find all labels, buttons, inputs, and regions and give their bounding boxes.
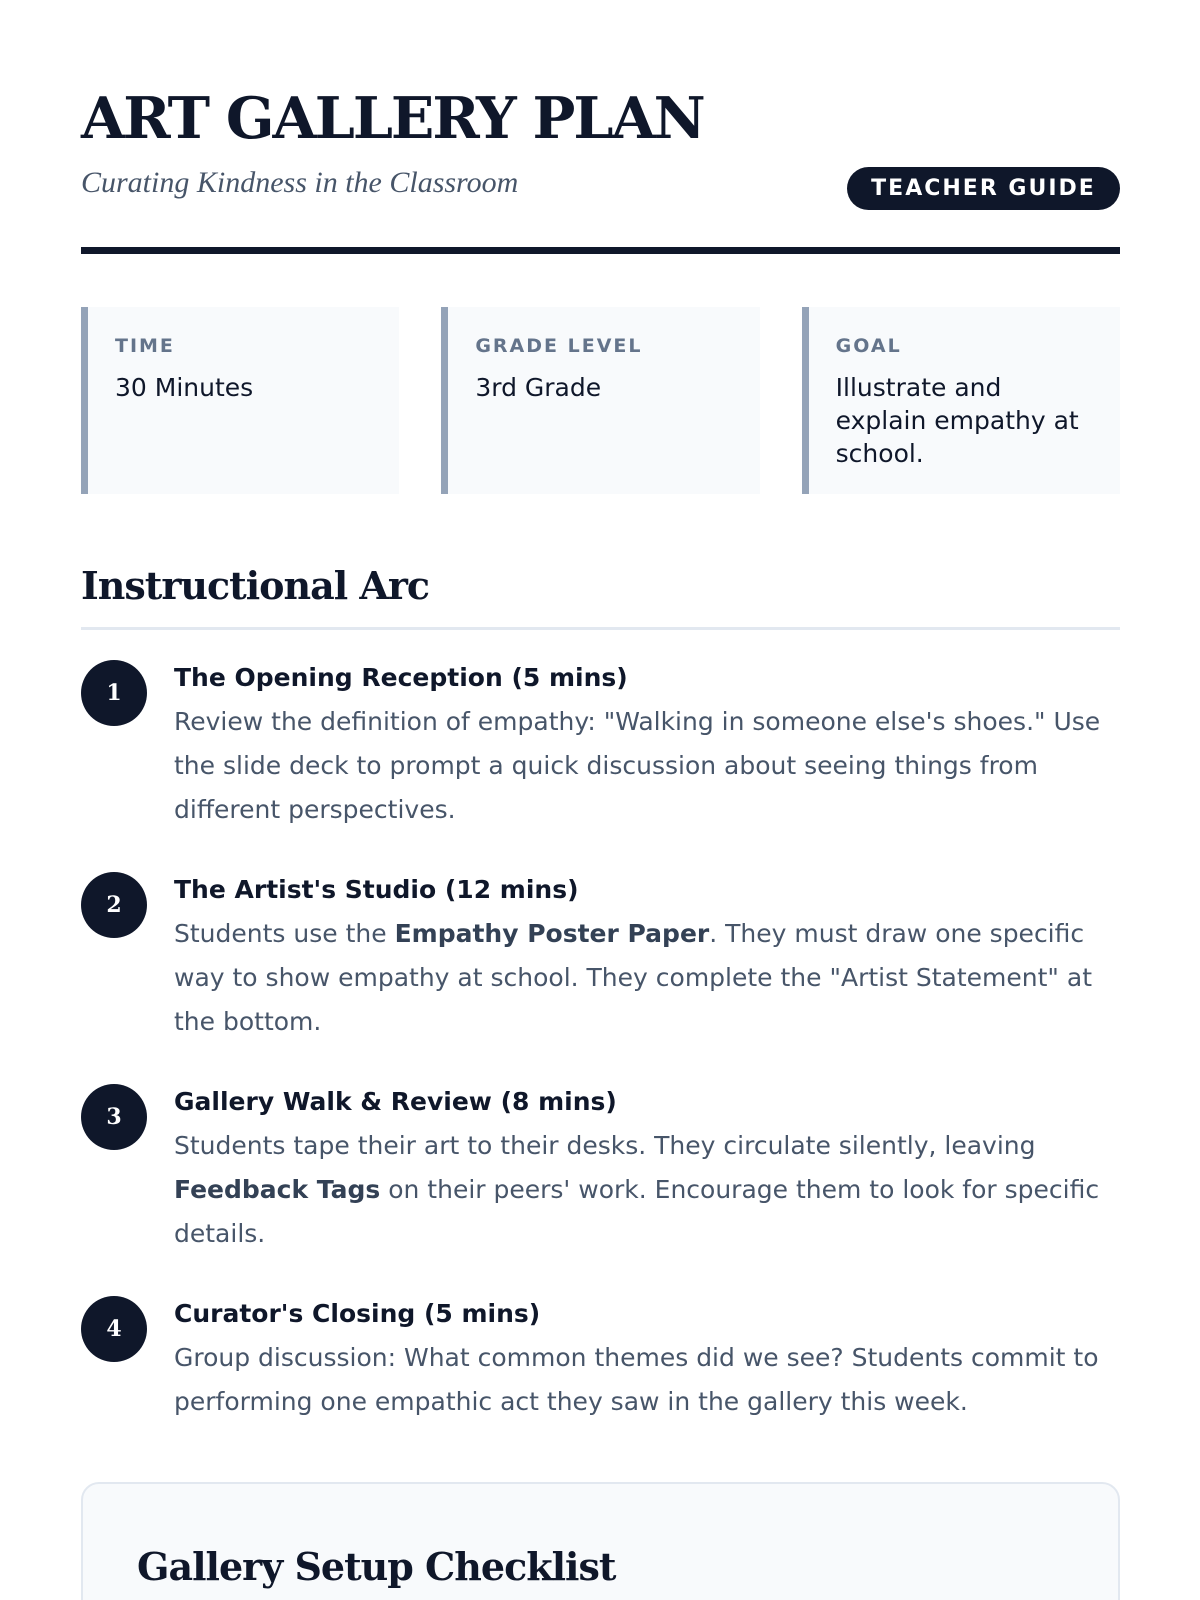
step-item <box>81 872 1120 1044</box>
step-emphasis: Feedback Tags <box>174 1175 381 1204</box>
step-description <box>174 700 1120 832</box>
stat-card-goal <box>802 307 1120 494</box>
stat-card-grade-level <box>441 307 759 494</box>
section-title-instructional-arc: Instructional Arc <box>81 563 430 608</box>
teacher-guide-badge: TEACHER GUIDE <box>847 167 1120 210</box>
step-emphasis: Empathy Poster Paper <box>394 919 710 948</box>
stat-label: GRADE LEVEL <box>475 335 643 357</box>
step-title: Curator's Closing (5 mins) <box>174 1299 541 1328</box>
step-title: Gallery Walk & Review (8 mins) <box>174 1087 617 1116</box>
step-text: Group discussion: What common themes did we see? Students commit to performing one empathic act they saw in the gallery this week. <box>174 1343 1099 1416</box>
step-item <box>81 1084 1120 1256</box>
step-description <box>174 1336 1120 1424</box>
steps-list <box>81 660 1120 1464</box>
step-text: Students use the <box>174 919 395 948</box>
step-number-badge: 3 <box>81 1084 147 1150</box>
step-number-badge: 4 <box>81 1296 147 1362</box>
step-text: Review the definition of empathy: "Walking in someone else's shoes." Use the slide deck to prompt a quick discussion about seeing things from different perspectives. <box>174 707 1101 824</box>
step-item <box>81 1296 1120 1424</box>
stat-value: 30 Minutes <box>115 373 254 402</box>
stat-value: Illustrate and explain empathy at school. <box>835 373 1079 468</box>
step-description <box>174 1124 1120 1256</box>
header-divider <box>81 247 1120 254</box>
step-text: Students tape their art to their desks. They circulate silently, leaving <box>174 1131 1036 1160</box>
step-item <box>81 660 1120 832</box>
gallery-setup-checklist-card <box>81 1482 1120 1600</box>
stat-value: 3rd Grade <box>475 373 602 402</box>
step-title: The Opening Reception (5 mins) <box>174 663 628 692</box>
checklist-title: Gallery Setup Checklist <box>137 1544 616 1589</box>
stat-card-time <box>81 307 399 494</box>
step-text: on their peers' work. Encourage them to look for specific details. <box>174 1175 1100 1248</box>
stat-label: GOAL <box>835 335 902 357</box>
section-divider <box>81 627 1120 630</box>
page-subtitle: Curating Kindness in the Classroom <box>81 166 519 199</box>
step-description <box>174 912 1120 1044</box>
step-number-badge: 2 <box>81 872 147 938</box>
step-title: The Artist's Studio (12 mins) <box>174 875 579 904</box>
step-number-badge: 1 <box>81 660 147 726</box>
stats-row <box>81 307 1120 494</box>
stat-label: TIME <box>115 335 175 357</box>
step-text: . They must draw one specific way to show empathy at school. They complete the "Artist Statement" at the bottom. <box>174 919 1092 1036</box>
page-title: ART GALLERY PLAN <box>81 85 704 152</box>
